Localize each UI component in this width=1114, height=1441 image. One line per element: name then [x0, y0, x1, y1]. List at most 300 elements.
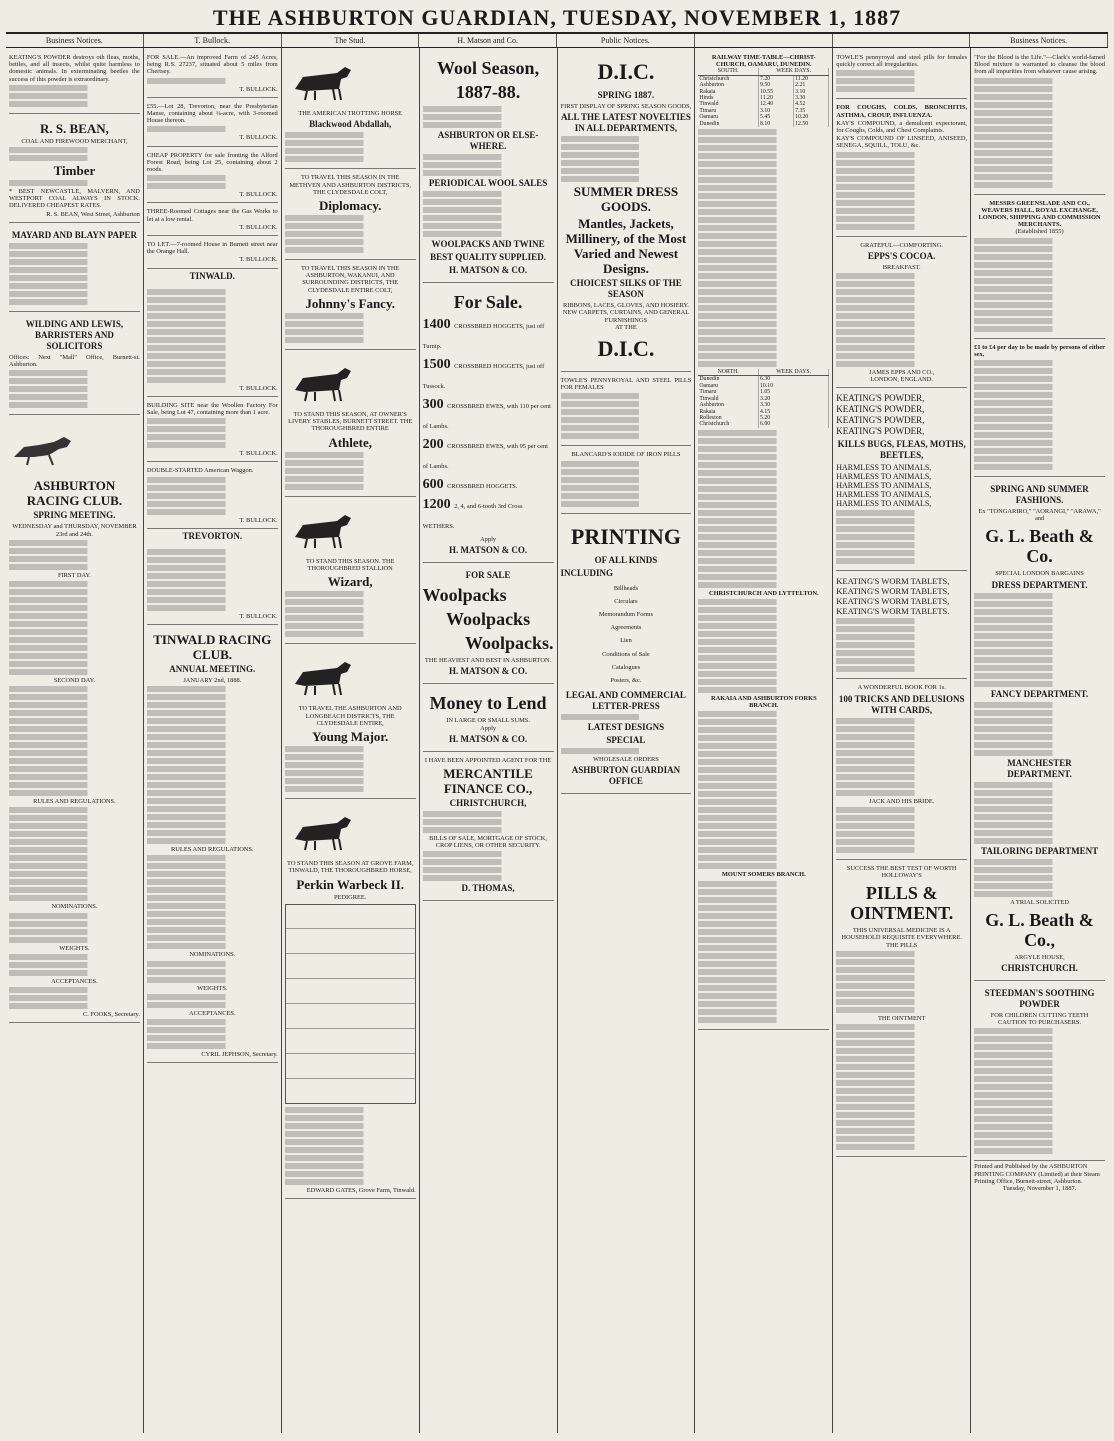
- annual-meeting: ANNUAL MEETING.: [169, 664, 256, 675]
- worm-line: KEATING'S WORM TABLETS.: [836, 606, 950, 617]
- cottages-text: THREE-Roomed Cottages near the Gas Works to let at a low rental.: [146, 208, 278, 223]
- bullock-sign: T. BULLOCK.: [239, 256, 278, 264]
- tt-station: Timaru: [698, 389, 758, 395]
- printing-item: Billheads: [613, 584, 638, 592]
- printing-item: Agreements: [610, 624, 642, 632]
- harmless-line: HARMLESS TO ANIMALS,: [836, 463, 932, 473]
- stud-name: Perkin Warbeck II.: [296, 876, 405, 892]
- tricks-ad: [836, 681, 967, 859]
- jack-bride: JACK AND HIS BRIDE.: [869, 797, 935, 805]
- tt-station: Rakaia: [698, 409, 758, 415]
- wool-ashburton: ASHBURTON OR ELSE-WHERE.: [437, 130, 539, 151]
- flock-desc: CROSSBRED HOGGETS, just off Turnip.: [422, 323, 545, 350]
- dic-title-2: D.I.C.: [597, 336, 655, 362]
- keating-line: KEATING'S POWDER,: [836, 393, 925, 404]
- woolpacks-line: Woolpacks: [446, 609, 531, 630]
- tt-station: Tinwald: [698, 101, 758, 107]
- worm-tablets-ad: [836, 573, 967, 679]
- towle-text: TOWLE'S pennyroyal and steel pills for females quickly correct all irregularities.: [836, 54, 968, 69]
- beath-title: G. L. Beath & Co.: [985, 526, 1094, 567]
- stud-sub: TO STAND THIS SEASON. THE THOROUGHBRED STALLION: [305, 557, 395, 573]
- to-let-ad: [147, 238, 278, 269]
- flock-count: 1400: [422, 317, 451, 332]
- dic-first: FIRST DISPLAY OF SPRING SEASON GOODS,: [560, 103, 692, 110]
- railway-ad: [698, 51, 829, 1030]
- stud-name: Athlete,: [328, 434, 373, 450]
- money-sub: IN LARGE OR SMALL SUMS.: [446, 717, 530, 725]
- bills: BILLS OF SALE, MORTGAGE OF STOCK, CROP LIENS, OR OTHER SECURITY.: [429, 835, 548, 850]
- bullock-sign: T. BULLOCK.: [239, 223, 278, 231]
- flock-row: [423, 316, 554, 356]
- column-3: [282, 48, 420, 1433]
- column-2: [144, 48, 282, 1433]
- tt-time: 3.10: [759, 108, 794, 114]
- tt-time: 6.00: [759, 421, 829, 427]
- matson-sign: H. MATSON & CO.: [449, 265, 528, 275]
- stud-name: Wizard,: [327, 574, 373, 590]
- james-epps: JAMES EPPS AND CO.,: [869, 369, 935, 377]
- matson-sign: H. MATSON & CO.: [449, 733, 528, 744]
- tt-time: 6.30: [759, 376, 829, 383]
- tt-station: Oamaru: [698, 383, 758, 389]
- column-heads: [6, 34, 1108, 48]
- mercantile-city: CHRISTCHURCH,: [449, 798, 527, 809]
- mount-somers-branch: MOUNT SOMERS BRANCH.: [721, 871, 806, 879]
- imprint: [974, 1163, 1105, 1192]
- horse-illustration: [285, 57, 365, 105]
- the-ointment: THE OINTMENT: [877, 1014, 926, 1022]
- wilding-text: Offices: Next "Mall" Office, Burnett-st. Ashburton.: [9, 353, 140, 369]
- blood-ad: [974, 51, 1105, 195]
- tt-time: 4.52: [794, 101, 829, 107]
- keating-text: KEATING'S POWDER destroys oth fleas, moths, bettles, and all insects, whilst quite harmless to domestic animals. In exterminating beetles the success of this powder is extraordinary.: [9, 54, 140, 83]
- woolpacks-ad: [423, 565, 554, 684]
- the-pills: THE PILLS: [886, 941, 918, 949]
- keating-ad: [9, 51, 140, 114]
- flock-row: [423, 396, 554, 436]
- tt-time: 1.05: [759, 389, 829, 395]
- kays-text: KAY'S COMPOUND, a demulcent expectorant, for Coughs, Colds, and Chest Complaints.: [836, 119, 968, 135]
- flock-count: 600: [422, 477, 444, 492]
- column-7: [833, 48, 971, 1433]
- tt-time: 12.50: [794, 121, 829, 127]
- col-head: Public Notices.: [557, 34, 695, 47]
- dic-summer: SUMMER DRESS GOODS.: [573, 184, 679, 215]
- horse-illustration: [285, 807, 365, 855]
- tt-station: Tinwald: [698, 396, 758, 402]
- dress-dept: DRESS DEPARTMENT.: [991, 579, 1088, 590]
- dic-silks: CHOICEST SILKS OF THE SEASON: [570, 278, 682, 300]
- christchurch-lyttelton: CHRISTCHURCH AND LYTTELTON.: [708, 589, 819, 597]
- printing-item: Lien: [620, 637, 632, 645]
- col-head: The Stud.: [282, 34, 420, 47]
- tt-time: 3.10: [794, 89, 829, 95]
- horse-illustration: [285, 652, 365, 700]
- stud-sub: TO TRAVEL THIS SEASON IN THE ASHBURTON, WAKANUI, AND SURROUNDING DISTRICTS, THE CLYDESDALE ENTIRE COLT,: [300, 265, 400, 294]
- flock-count: 1200: [422, 497, 451, 512]
- nominations-heading: NOMINATIONS.: [51, 903, 98, 911]
- pedigree-chart: [285, 904, 416, 1104]
- harmless-line: HARMLESS TO ANIMALS,: [836, 481, 932, 491]
- racing-sign: CYRIL JEPHSON, Secretary.: [201, 1051, 278, 1059]
- tt-time: 4.15: [759, 409, 829, 415]
- imprint-text: Printed and Published by the ASHBURTON PRINTING COMPANY (Limited) at their Steam Printing Office, Burnett-street, Ashburton.: [974, 1163, 1100, 1185]
- mercantile-title: MERCANTILE FINANCE CO.,: [443, 766, 533, 797]
- tinwald-racing-title: TINWALD RACING CLUB.: [153, 632, 272, 663]
- tt-station: Dunedin: [698, 376, 758, 383]
- horse-illustration: [285, 358, 365, 406]
- acceptances-heading: ACCEPTANCES.: [189, 1009, 236, 1017]
- column-6: [695, 48, 833, 1433]
- blood-text: "For the Blood is the Life."—Clark's world-famed Blood mixture is warranted to cleanse the blood from all impurities from whatever cause arising.: [974, 54, 1105, 76]
- tt-station: Christchurch: [698, 75, 758, 82]
- pedigree-heading: PEDIGREE.: [333, 893, 367, 901]
- tinwald-ads: [147, 284, 278, 397]
- tricks-title: 100 TRICKS AND DELUSIONS WITH CARDS,: [838, 693, 965, 715]
- stud-sub: TO TRAVEL THIS SEASON IN THE METHVEN AND ASHBURTON DISTRICTS, THE CLYDESDALE COLT,: [289, 174, 411, 196]
- sheep-for-sale: For Sale.: [453, 292, 523, 312]
- weights-heading: WEIGHTS.: [59, 944, 90, 952]
- column-5: [558, 48, 696, 1433]
- keating-line: KEATING'S POWDER,: [836, 404, 925, 415]
- pills-ointment: PILLS & OINTMENT.: [850, 883, 954, 924]
- keating-line: KEATING'S POWDER,: [836, 426, 925, 437]
- sheep-sale-ad: [423, 285, 554, 563]
- col-head: T. Bullock.: [144, 34, 282, 47]
- tt-time: 9.50: [759, 82, 794, 88]
- flock-desc: CROSSBRED EWES, with 110 per cent of Lambs.: [422, 403, 551, 430]
- apply: Apply: [480, 536, 497, 543]
- beath-city: CHRISTCHURCH.: [1001, 963, 1078, 974]
- bean-title: R. S. BEAN,: [39, 120, 109, 136]
- dic-at-the: AT THE: [615, 323, 637, 331]
- money-ad: [423, 686, 554, 751]
- tt-time: 10.20: [794, 114, 829, 120]
- tt-station: Rolleston: [698, 415, 758, 421]
- mercantile-ad: [423, 754, 554, 902]
- tt-time: 7.20: [759, 75, 794, 82]
- paper-title: MAYARD AND BLAYN PAPER: [11, 229, 137, 240]
- timetable-south: [698, 68, 829, 127]
- steedman-caution: CAUTION TO PURCHASERS.: [998, 1019, 1082, 1027]
- flock-count: 200: [422, 437, 444, 452]
- railway-title: RAILWAY TIME-TABLE—CHRIST-CHURCH, OAMARU, DUNEDIN.: [711, 54, 816, 69]
- printing-legal: LEGAL AND COMMERCIAL LETTER-PRESS: [565, 690, 686, 712]
- stud-sub: THE AMERICAN TROTTING HORSE: [298, 110, 403, 118]
- stud-ad: [285, 352, 416, 497]
- stud-name: Blackwood Abdallah,: [309, 119, 392, 130]
- harmless-line: HARMLESS TO ANIMALS,: [836, 490, 932, 500]
- column-8: [971, 48, 1108, 1433]
- rakaia-branch: RAKAIA AND ASHBURTON FORKS BRANCH.: [710, 694, 817, 710]
- holloway: HOLLOWAY'S: [881, 872, 922, 880]
- rules-heading: RULES AND REGULATIONS.: [171, 846, 254, 854]
- cottages-ad: [147, 205, 278, 236]
- masthead-title: THE ASHBURTON GUARDIAN, TUESDAY, NOVEMBER 1, 1887: [212, 5, 902, 30]
- flock-row: [423, 496, 554, 536]
- tt-time: 11.20: [759, 95, 794, 101]
- grateful: GRATEFUL—COMFORTING.: [860, 241, 943, 249]
- kills-bugs: KILLS BUGS, FLEAS, MOTHS, BEETLES,: [837, 439, 966, 461]
- trevorton-heading: TREVORTON.: [182, 530, 243, 541]
- masthead: [6, 4, 1108, 34]
- tt-station: Hinds: [698, 95, 758, 101]
- gates-sign: EDWARD GATES, Grove Farm, Tinwald.: [306, 1186, 416, 1194]
- towle-ad-2: [836, 51, 967, 99]
- london: LONDON, ENGLAND.: [870, 376, 934, 384]
- fancy-dept: FANCY DEPARTMENT.: [990, 688, 1089, 699]
- heaviest: THE HEAVIEST AND BEST IN ASHBURTON.: [424, 657, 552, 665]
- epps-cocoa: EPPS'S COCOA.: [867, 250, 936, 261]
- waggon-text: DOUBLE-STARTED American Waggon.: [146, 467, 254, 475]
- tt-time: 2.21: [794, 82, 829, 88]
- manchester-dept: MANCHESTER DEPARTMENT.: [1007, 757, 1072, 779]
- paper-ad: [9, 225, 140, 312]
- tt-head: NORTH.: [698, 369, 758, 376]
- cheap-text: CHEAP PROPERTY for sale fronting the Alford Forest Road, being Lot 25, containing about 2 roods.: [146, 151, 278, 174]
- printing-special: SPECIAL: [606, 735, 646, 746]
- dic-ribbons: RIBBONS, LACES, GLOVES, AND HOSIERY.: [562, 302, 689, 310]
- flock-desc: CROSSBRED HOGGETS.: [447, 483, 518, 490]
- bean-sub: COAL AND FIREWOOD MERCHANT,: [21, 137, 128, 145]
- wool-year: 1887-88.: [455, 82, 521, 102]
- kays-linseed: KAY'S COMPOUND OF LINSEED, ANISEED, SENEGA, SQUILL, TOLU, &c.: [836, 135, 968, 150]
- stud-name: Johnny's Fancy.: [305, 295, 395, 311]
- worm-line: KEATING'S WORM TABLETS,: [836, 586, 950, 597]
- spring-fashions: SPRING AND SUMMER FASHIONS.: [990, 484, 1089, 506]
- universal: THIS UNIVERSAL MEDICINE IS A HOUSEHOLD REQUISITE EVERYWHERE.: [841, 927, 962, 942]
- tt-head: WEEK DAYS.: [759, 369, 829, 376]
- timetable-north: [698, 369, 829, 428]
- established: (Established 1855): [1015, 228, 1064, 236]
- column-1: [6, 48, 144, 1433]
- tt-time: 3.30: [794, 95, 829, 101]
- tt-time: 3.20: [759, 396, 829, 402]
- flock-row: [423, 356, 554, 396]
- tt-time: 12.40: [759, 101, 794, 107]
- weights-heading: WEIGHTS.: [197, 984, 228, 992]
- appointed: I HAVE BEEN APPOINTED AGENT FOR THE: [424, 756, 552, 764]
- lot-text: £55.—Lot 28, Trevorton, near the Presbyterian Manse, containing about ¼-acre, with 3-roomed House thereon.: [146, 102, 278, 125]
- steedman-children: FOR CHILDREN CUTTING TEETH: [990, 1012, 1089, 1020]
- flock-row: [423, 476, 554, 496]
- tinwald-racing-ad: [147, 627, 278, 1063]
- racing-club-ad: [9, 417, 140, 1023]
- tt-head: WEEK DAYS.: [759, 68, 829, 75]
- bullock-sign: T. BULLOCK.: [239, 134, 278, 142]
- wool-ad: [423, 51, 554, 283]
- worm-line: KEATING'S WORM TABLETS,: [836, 576, 950, 587]
- woolpacks-line: Woolpacks: [422, 585, 507, 606]
- printing-item: Posters, &c.: [610, 677, 642, 685]
- epps-ad: [836, 239, 967, 389]
- stud-sub: TO TRAVEL THE ASHBURTON AND LONGBEACH DISTRICTS, THE CLYDESDALE ENTIRE,: [298, 705, 402, 727]
- towle-text: TOWLE'S PENNYROYAL AND STEEL PILLS FOR FEMALES: [560, 377, 692, 392]
- stud-name: Young Major.: [312, 729, 389, 745]
- column-4: [420, 48, 558, 1433]
- flock-desc: CROSSBRED EWES, with 95 per cent of Lambs.: [422, 443, 548, 470]
- beath-ad: [974, 479, 1105, 981]
- harmless-line: HARMLESS TO ANIMALS,: [836, 499, 932, 509]
- woolpacks-for-sale: FOR SALE: [465, 570, 511, 581]
- flock-count: 1500: [422, 357, 451, 372]
- bean-text: * BEST NEWCASTLE, MALVERN, AND WESTPORT COAL ALWAYS IN STOCK. DELIVERED CHEAPEST RATES.: [9, 188, 140, 210]
- stud-name: Diplomacy.: [318, 198, 382, 214]
- imprint-date: Tuesday, November 1, 1887.: [1002, 1185, 1077, 1193]
- money-title: Money to Lend: [429, 693, 547, 714]
- horse-illustration: [285, 505, 365, 553]
- coughs-ad: [836, 101, 967, 236]
- tt-time: 10.10: [759, 383, 829, 389]
- tt-station: Timaru: [698, 108, 758, 114]
- stud-ad: [285, 51, 416, 169]
- rules-heading: RULES AND REGULATIONS.: [33, 798, 116, 806]
- argyle: ARGYLE HOUSE,: [1014, 953, 1065, 961]
- nominations-heading: NOMINATIONS.: [189, 951, 236, 959]
- best-quality: BEST QUALITY SUPPLIED.: [430, 252, 546, 262]
- col-head: [695, 34, 833, 47]
- building-ad: [147, 399, 278, 463]
- farm-sale-ad: [147, 51, 278, 98]
- lot-ad: [147, 100, 278, 147]
- tailoring-dept: TAILORING DEPARTMENT: [981, 845, 1099, 856]
- bullock-sign: T. BULLOCK.: [239, 450, 278, 458]
- coughs-title: FOR COUGHS, COLDS, BRONCHITIS, ASTHMA, CROUP, INFLUENZA.: [836, 104, 968, 119]
- bullock-sign: T. BULLOCK.: [239, 191, 278, 199]
- keating-line: KEATING'S POWDER,: [836, 415, 925, 426]
- printing-item: Conditions of Sale: [602, 650, 650, 658]
- acceptances-heading: ACCEPTANCES.: [51, 977, 98, 985]
- dic-mantles: Mantles, Jackets, Millinery, of the Most Varied and Newest Designs.: [565, 216, 687, 277]
- thomas-sign: D. THOMAS,: [461, 883, 515, 894]
- tt-station: Rakaia: [698, 89, 758, 95]
- racing-date: JANUARY 2nd, 1888.: [183, 677, 242, 685]
- stud-ad: [285, 499, 416, 645]
- second-day: SECOND DAY.: [53, 677, 96, 685]
- wilding-title: WILDING AND LEWIS, BARRISTERS AND SOLICITORS: [25, 318, 124, 351]
- tt-time: 10.55: [759, 89, 794, 95]
- tt-station: Christchurch: [698, 421, 758, 427]
- building-text: BUILDING SITE near the Woollen Factory For Sale, being Lot 47, containing more than 1 acre.: [146, 401, 278, 417]
- matson-sign: H. MATSON & CO.: [449, 666, 528, 677]
- keating-powder-ad: [836, 390, 967, 571]
- stud-sub: TO STAND THIS SEASON AT GROVE FARM, TINWALD, THE THOROUGHBRED HORSE,: [287, 860, 414, 875]
- tinwald-heading: TINWALD.: [189, 270, 235, 281]
- tt-time: 7.35: [794, 108, 829, 114]
- tt-station: Dunedin: [698, 121, 758, 127]
- ex-ships: Ex "TONGARIRO," "AORANGI," "ARAWA," and: [978, 508, 1101, 523]
- wool-title: Wool Season,: [437, 58, 540, 78]
- apply: Apply: [480, 724, 497, 732]
- greenslade-title: MESSRS GREENSLADE AND CO., WEAVERS HALL, ROYAL EXCHANGE, LONDON, SHIPPING AND COMMISSION MERCHANTS.: [978, 199, 1101, 229]
- steedman-title: STEEDMAN'S SOOTHING POWDER: [984, 988, 1095, 1010]
- club-sign: C. FOOKS, Secretary.: [82, 1011, 140, 1019]
- wool-periodical: PERIODICAL WOOL SALES: [428, 178, 548, 188]
- printing-of-all: OF ALL KINDS: [594, 554, 658, 565]
- blancard-title: BLANCARD'S IODIDE OF IRON PILLS: [571, 451, 681, 459]
- tt-time: 5.45: [759, 114, 794, 120]
- racehorse-illustration: [9, 423, 89, 471]
- printing-latest: LATEST DESIGNS: [587, 722, 665, 733]
- printing-item: Circulars: [614, 597, 638, 605]
- flock-desc: CROSSBRED HOGGETS, just off Tussock.: [422, 363, 545, 390]
- success: SUCCESS THE BEST TEST OF WORTH: [846, 864, 957, 872]
- waggon-ad: [147, 464, 278, 528]
- trial-solicited: A TRIAL SOLICITED: [1010, 898, 1070, 906]
- beath-title-2: G. L. Beath & Co.,: [985, 909, 1094, 950]
- tt-time: 5.20: [759, 415, 829, 421]
- pounds-text: £1 to £4 per day to be made by persons of either sex,: [974, 343, 1105, 358]
- trevorton-ads: [147, 544, 278, 625]
- worm-line: KEATING'S WORM TABLETS,: [836, 596, 950, 607]
- cheap-ad: [147, 149, 278, 204]
- to-let-text: TO LET.—7-roomed House in Burnett street near the Orange Hall.: [146, 241, 278, 256]
- meeting-dates: WEDNESDAY and THURSDAY, NOVEMBER 23rd and 24th.: [12, 523, 137, 538]
- bean-ad: [9, 116, 140, 223]
- tt-station: Ashburton: [698, 402, 758, 408]
- bullock-sign: T. BULLOCK.: [239, 85, 278, 93]
- printing-item: Memorandum Forms: [598, 611, 653, 619]
- wonderful-book: A WONDERFUL BOOK FOR 1s.: [857, 684, 946, 692]
- first-day: FIRST DAY.: [57, 571, 91, 579]
- printing-ad: [561, 516, 692, 795]
- special-bargains: SPECIAL LONDON BARGAINS: [995, 570, 1084, 578]
- stud-ad: [285, 801, 416, 1199]
- blancard-ad: [561, 448, 692, 513]
- bullock-sign: T. BULLOCK.: [239, 384, 278, 392]
- bullock-sign: T. BULLOCK.: [239, 516, 278, 524]
- meeting-title: SPRING MEETING.: [33, 510, 116, 521]
- printing-item: Catalogues: [611, 663, 641, 671]
- tt-station: Ashburton: [698, 82, 758, 88]
- dic-title: D.I.C.: [597, 59, 655, 84]
- col-head: H. Matson and Co.: [419, 34, 557, 47]
- tt-station: Oamaru: [698, 114, 758, 120]
- tt-time: 11.20: [794, 75, 829, 82]
- tt-time: 8.10: [759, 121, 794, 127]
- matson-sign: H. MATSON & CO.: [449, 545, 528, 556]
- printing-title: PRINTING: [570, 523, 681, 549]
- timber-heading: Timber: [53, 163, 96, 179]
- stud-sub: TO STAND THIS SEASON, AT OWNER'S LIVERY STABLES, BURNETT STREET. THE THOROUGHBRED ENTIRE: [288, 411, 413, 433]
- dic-spring: SPRING 1887.: [597, 90, 655, 100]
- printing-wholesale: WHOLESALE ORDERS: [593, 756, 659, 764]
- dic-carpets: NEW CARPETS, CURTAINS, AND GENERAL FURNISHINGS: [562, 309, 690, 324]
- flock-row: [423, 436, 554, 476]
- stud-ad: [285, 646, 416, 799]
- farm-sale-text: FOR SALE.—An improved Farm of 245 Acres, being R.S. 27237, situated about 5 miles from Chertsey.: [146, 54, 278, 76]
- greenslade-ad: [974, 197, 1105, 339]
- flock-count: 300: [422, 397, 444, 412]
- dic-ad: [561, 51, 692, 372]
- breakfast: BREAKFAST.: [882, 263, 921, 271]
- col-head: [833, 34, 971, 47]
- printing-including: INCLUDING: [560, 567, 614, 578]
- bean-sign: R. S. BEAN, West Street, Ashburton: [46, 210, 140, 218]
- wilding-ad: [9, 314, 140, 415]
- printing-guardian: ASHBURTON GUARDIAN OFFICE: [571, 765, 681, 787]
- flock-desc: 2, 4, and 6-tooth 3rd Cross WETHERS.: [422, 503, 523, 530]
- tt-head: SOUTH.: [698, 68, 758, 75]
- woolpacks-twine: WOOLPACKS AND TWINE: [431, 239, 545, 249]
- col-head: Business Notices.: [6, 34, 144, 47]
- dic-novelties: ALL THE LATEST NOVELTIES IN ALL DEPARTMENTS,: [560, 112, 691, 134]
- woolpacks-line: Woolpacks.: [464, 633, 554, 654]
- harmless-line: HARMLESS TO ANIMALS,: [836, 472, 932, 482]
- stud-ad: [285, 262, 416, 350]
- towle-ad: [561, 374, 692, 446]
- holloway-ad: [836, 862, 967, 1157]
